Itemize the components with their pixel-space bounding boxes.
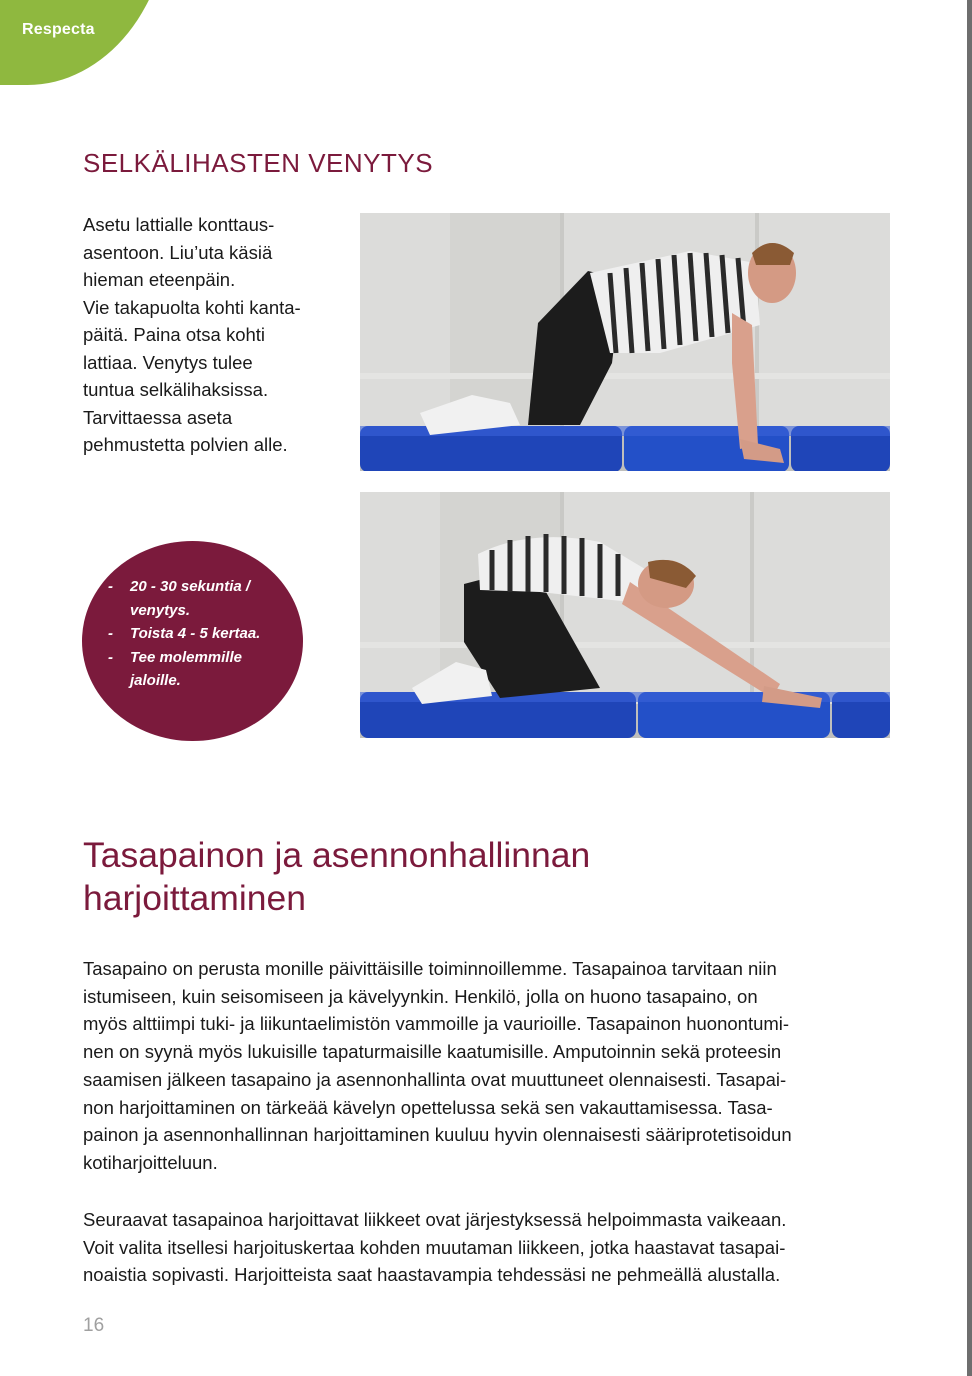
- exercise-title: SELKÄLIHASTEN VENYTYS: [83, 148, 434, 178]
- dosage-item: - 20 - 30 sekuntia / venytys.: [108, 578, 251, 619]
- balance-paragraph-1: Tasapaino on perusta monille päivittäisille toiminnoillemme. Tasapainoa tarvitaan niin istumiseen, kuin seisomiseen ja kävelyynkin. Henkilö, jolla on huono tasapaino, on myös alttiimpi tuki- ja liikuntaelimistön vammoille ja vaurioille. Tasapainon huonontumi- nen on syynä myös lukuisille tapaturmaisille kaatumisille. Amputoinnin sekä proteesin saamisen jälkeen tasapaino ja asennonhallinta ovat muuttuneet olennaisesti. Tasapai- non harjoittaminen on tärkeää kävelyn opettelussa sekä sen vakauttamisessa. Tasa- painon ja asennonhallinnan harjoittaminen kuuluu hyvin olennaisesti sääriprotetisoidun kotiharjoitteluun.: [83, 958, 792, 1173]
- brand-corner-shape: [0, 0, 170, 85]
- brand-logo-text: Respecta: [22, 21, 95, 38]
- balance-paragraph-2: Seuraavat tasapainoa harjoittavat liikkeet ovat järjestyksessä helpoimmasta vaikeaan. Voit valita itsellesi harjoituskertaa kohden muutaman liikkeen, jotka haastavat tasapai- noaistia sopivasti. Harjoitteista saat haastavampia tehdessäsi ne pehmeällä alustalla.: [83, 1209, 787, 1286]
- dosage-item: - Tee molemmille jaloille.: [108, 648, 242, 689]
- balance-section-heading: Tasapainon ja asennonhallinnan harjoittaminen: [83, 835, 591, 918]
- page-number: 16: [83, 1315, 105, 1336]
- dosage-item: - Toista 4 - 5 kertaa.: [108, 625, 261, 642]
- exercise-instructions: Asetu lattialle konttaus- asentoon. Liu’uta käsiä hieman eteenpäin. Vie takapuolta kohti kanta- päitä. Paina otsa kohti lattiaa. Venytys tulee tuntua selkälihaksissa. Tarvittaessa aseta pehmustetta polvien alle.: [83, 214, 301, 455]
- photo-kneeling-start: [360, 213, 890, 471]
- page-edge: [967, 0, 972, 1376]
- photo-stretch-back: [360, 492, 890, 738]
- dosage-circle: [82, 541, 303, 741]
- dosage-list: [108, 575, 288, 693]
